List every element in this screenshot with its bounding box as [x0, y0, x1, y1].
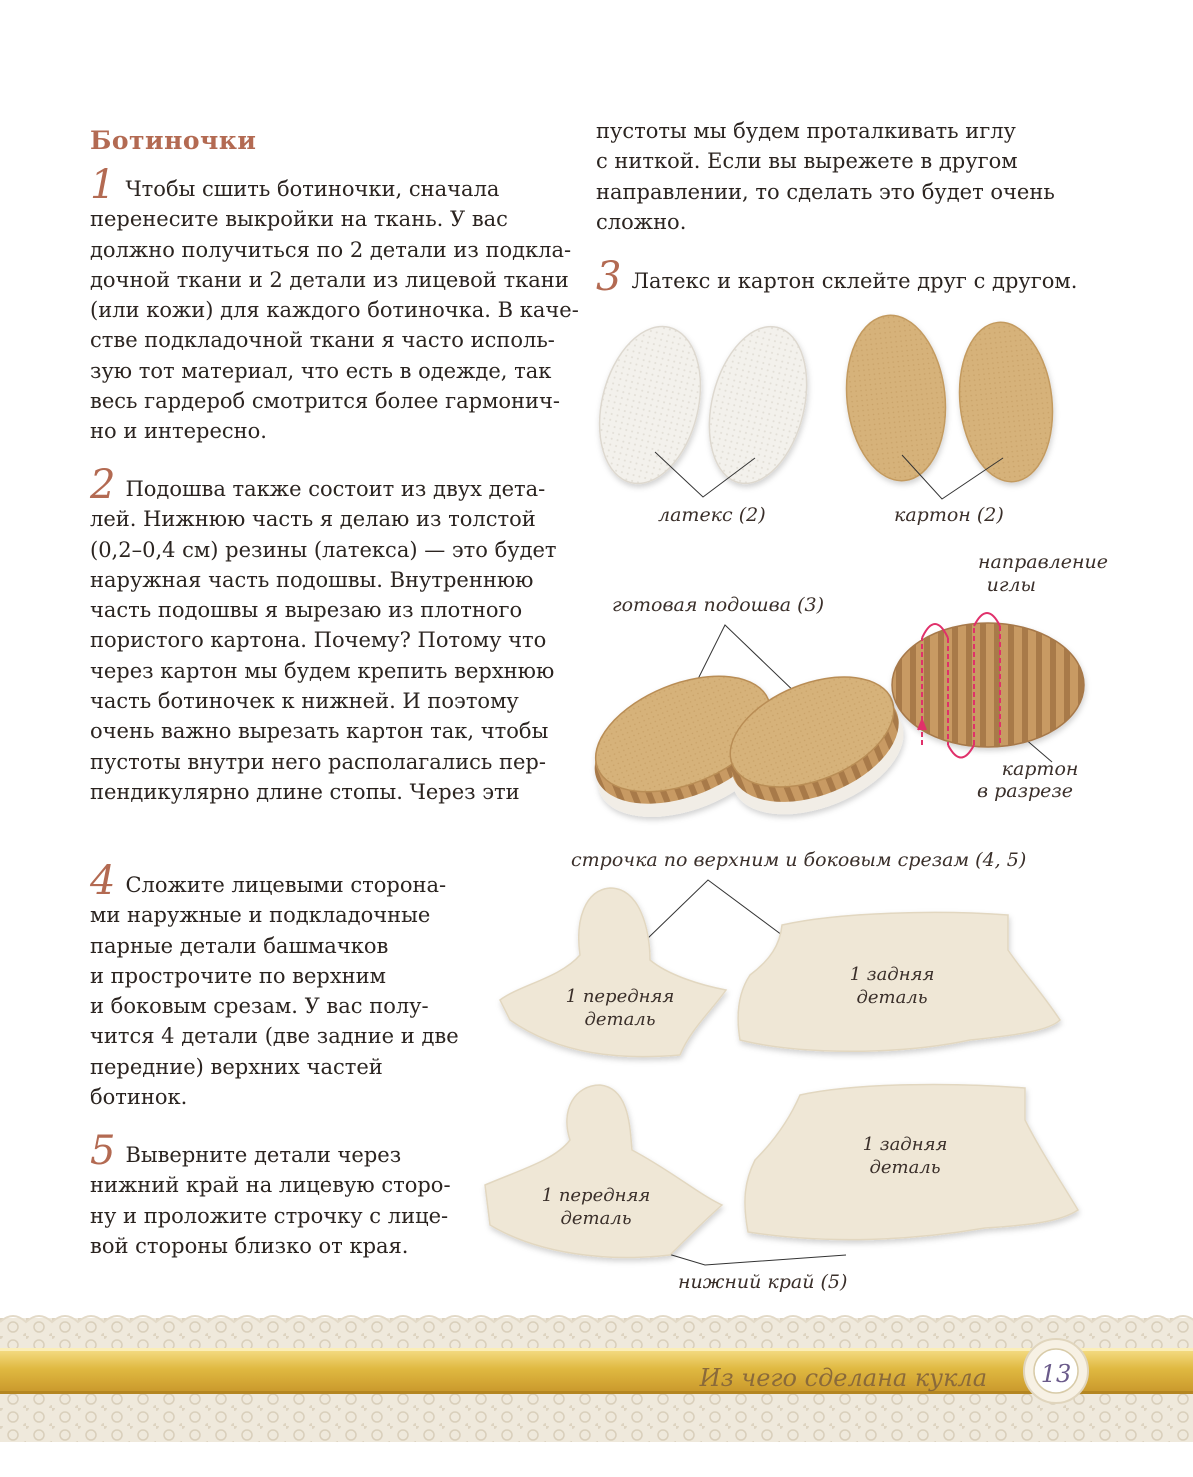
step-4-line: и прострочите по верхним [90, 963, 386, 988]
caption-stitch-line: строчка по верхним и боковым срезам (4, 5) [571, 849, 1027, 871]
step-number: 1 [90, 162, 116, 208]
caption-back-2b: деталь [869, 1157, 941, 1178]
step-2-line: очень важно вырезать картон так, чтобы [90, 719, 549, 744]
book-title: Из чего сделана кукла [699, 1364, 987, 1392]
step-2-line: сложно. [596, 209, 687, 234]
step-number: 5 [90, 1128, 116, 1174]
caption-cardboard: картон (2) [894, 504, 1004, 526]
step-1-line: должно получиться по 2 детали из подкла- [90, 237, 572, 262]
caption-front-2b: деталь [560, 1208, 632, 1229]
step-4-line: передние) верхних частей [90, 1054, 383, 1079]
step-2-line: пустоты мы будем проталкивать иглу [596, 119, 1016, 143]
caption-front-1b: деталь [584, 1009, 656, 1030]
step-2-line: пористого картона. Почему? Потому что [90, 628, 547, 653]
step-number: 4 [90, 858, 116, 904]
step-5-line: вой стороны близко от края. [90, 1233, 409, 1258]
latex-sole-photo [584, 316, 822, 494]
step-1-line: но и интересно. [90, 419, 267, 444]
caption-front-1a: 1 передняя [565, 986, 675, 1007]
step-2-line: пендикулярно длине стопы. Через эти [90, 779, 520, 804]
section-title: Ботиночки [90, 126, 257, 155]
step-4-line: 4 Сложите лицевыми сторона- [90, 858, 447, 904]
caption-needle-dir-1: направление [978, 551, 1108, 573]
step-number: 3 [596, 254, 622, 300]
step-2-line: с ниткой. Если вы вырежете в другом [596, 149, 1018, 174]
step-4-line: ми наружные и подкладочные [90, 903, 431, 928]
caption-back-1a: 1 задняя [849, 964, 935, 985]
caption-front-2a: 1 передняя [541, 1185, 651, 1206]
step-2-line: часть ботиночек к нижней. И поэтому [90, 689, 519, 714]
step-1-line: дочной ткани и 2 детали из лицевой ткани [90, 267, 569, 292]
lace-ribbon-footer [0, 1300, 1193, 1477]
step-4-line: и боковым срезам. У вас полу- [90, 994, 429, 1019]
step-4-line: ботинок. [90, 1085, 188, 1110]
step-1-line: (или кожи) для каждого ботиночка. В каче- [90, 298, 579, 323]
step-1-line: перенесите выкройки на ткань. У вас [90, 207, 508, 232]
caption-needle-dir-2: иглы [986, 574, 1036, 596]
step-2-line: наружная часть подошвы. Внутреннюю [90, 567, 534, 592]
step-5-line: 5 Выверните детали через [90, 1128, 402, 1174]
step-1-line: 1 Чтобы сшить ботиночки, сначала [90, 162, 500, 208]
step-2-line: часть подошвы я вырезаю из плотного [90, 598, 523, 623]
step-4-line: парные детали башмачков [90, 933, 389, 958]
caption-cardboard-cut-2: в разрезе [977, 780, 1073, 802]
step-1-line: весь гардероб смотрится более гармонич- [90, 389, 561, 414]
step-5-line: ну и проложите строчку с лице- [90, 1203, 449, 1228]
step-1-line: стве подкладочной ткани я часто исполь- [90, 328, 555, 353]
step-5-line: нижний край на лицевую сторо- [90, 1173, 451, 1198]
step-4-line: чится 4 детали (две задние и две [90, 1024, 459, 1049]
caption-ready-sole: готовая подошва (3) [612, 594, 824, 616]
caption-cardboard-cut-1: картон [1001, 758, 1079, 780]
step-2-line: лей. Нижнюю часть я делаю из толстой [90, 507, 536, 532]
step-2-line: через картон мы будем крепить верхнюю [90, 658, 555, 683]
page-number: 13 [1040, 1360, 1072, 1388]
step-2-line: (0,2–0,4 см) резины (латекса) — это будет [90, 537, 557, 562]
step-number: 2 [90, 462, 116, 508]
step-3-line: 3 Латекс и картон склейте друг с другом. [596, 254, 1078, 300]
ready-sole-photo [577, 653, 920, 841]
step-2-line: направлении, то сделать это будет очень [596, 179, 1055, 204]
step-2-line: пустоты внутри него располагались пер- [90, 749, 546, 774]
caption-back-2a: 1 задняя [862, 1134, 948, 1155]
caption-latex: латекс (2) [658, 504, 766, 526]
cardboard-sole-photo [839, 310, 1061, 486]
caption-bottom-edge: нижний край (5) [678, 1271, 848, 1293]
caption-back-1b: деталь [856, 987, 928, 1008]
step-2-line: 2 Подошва также состоит из двух дета- [90, 462, 546, 508]
step-1-line: зую тот материал, что есть в одежде, так [90, 358, 552, 383]
